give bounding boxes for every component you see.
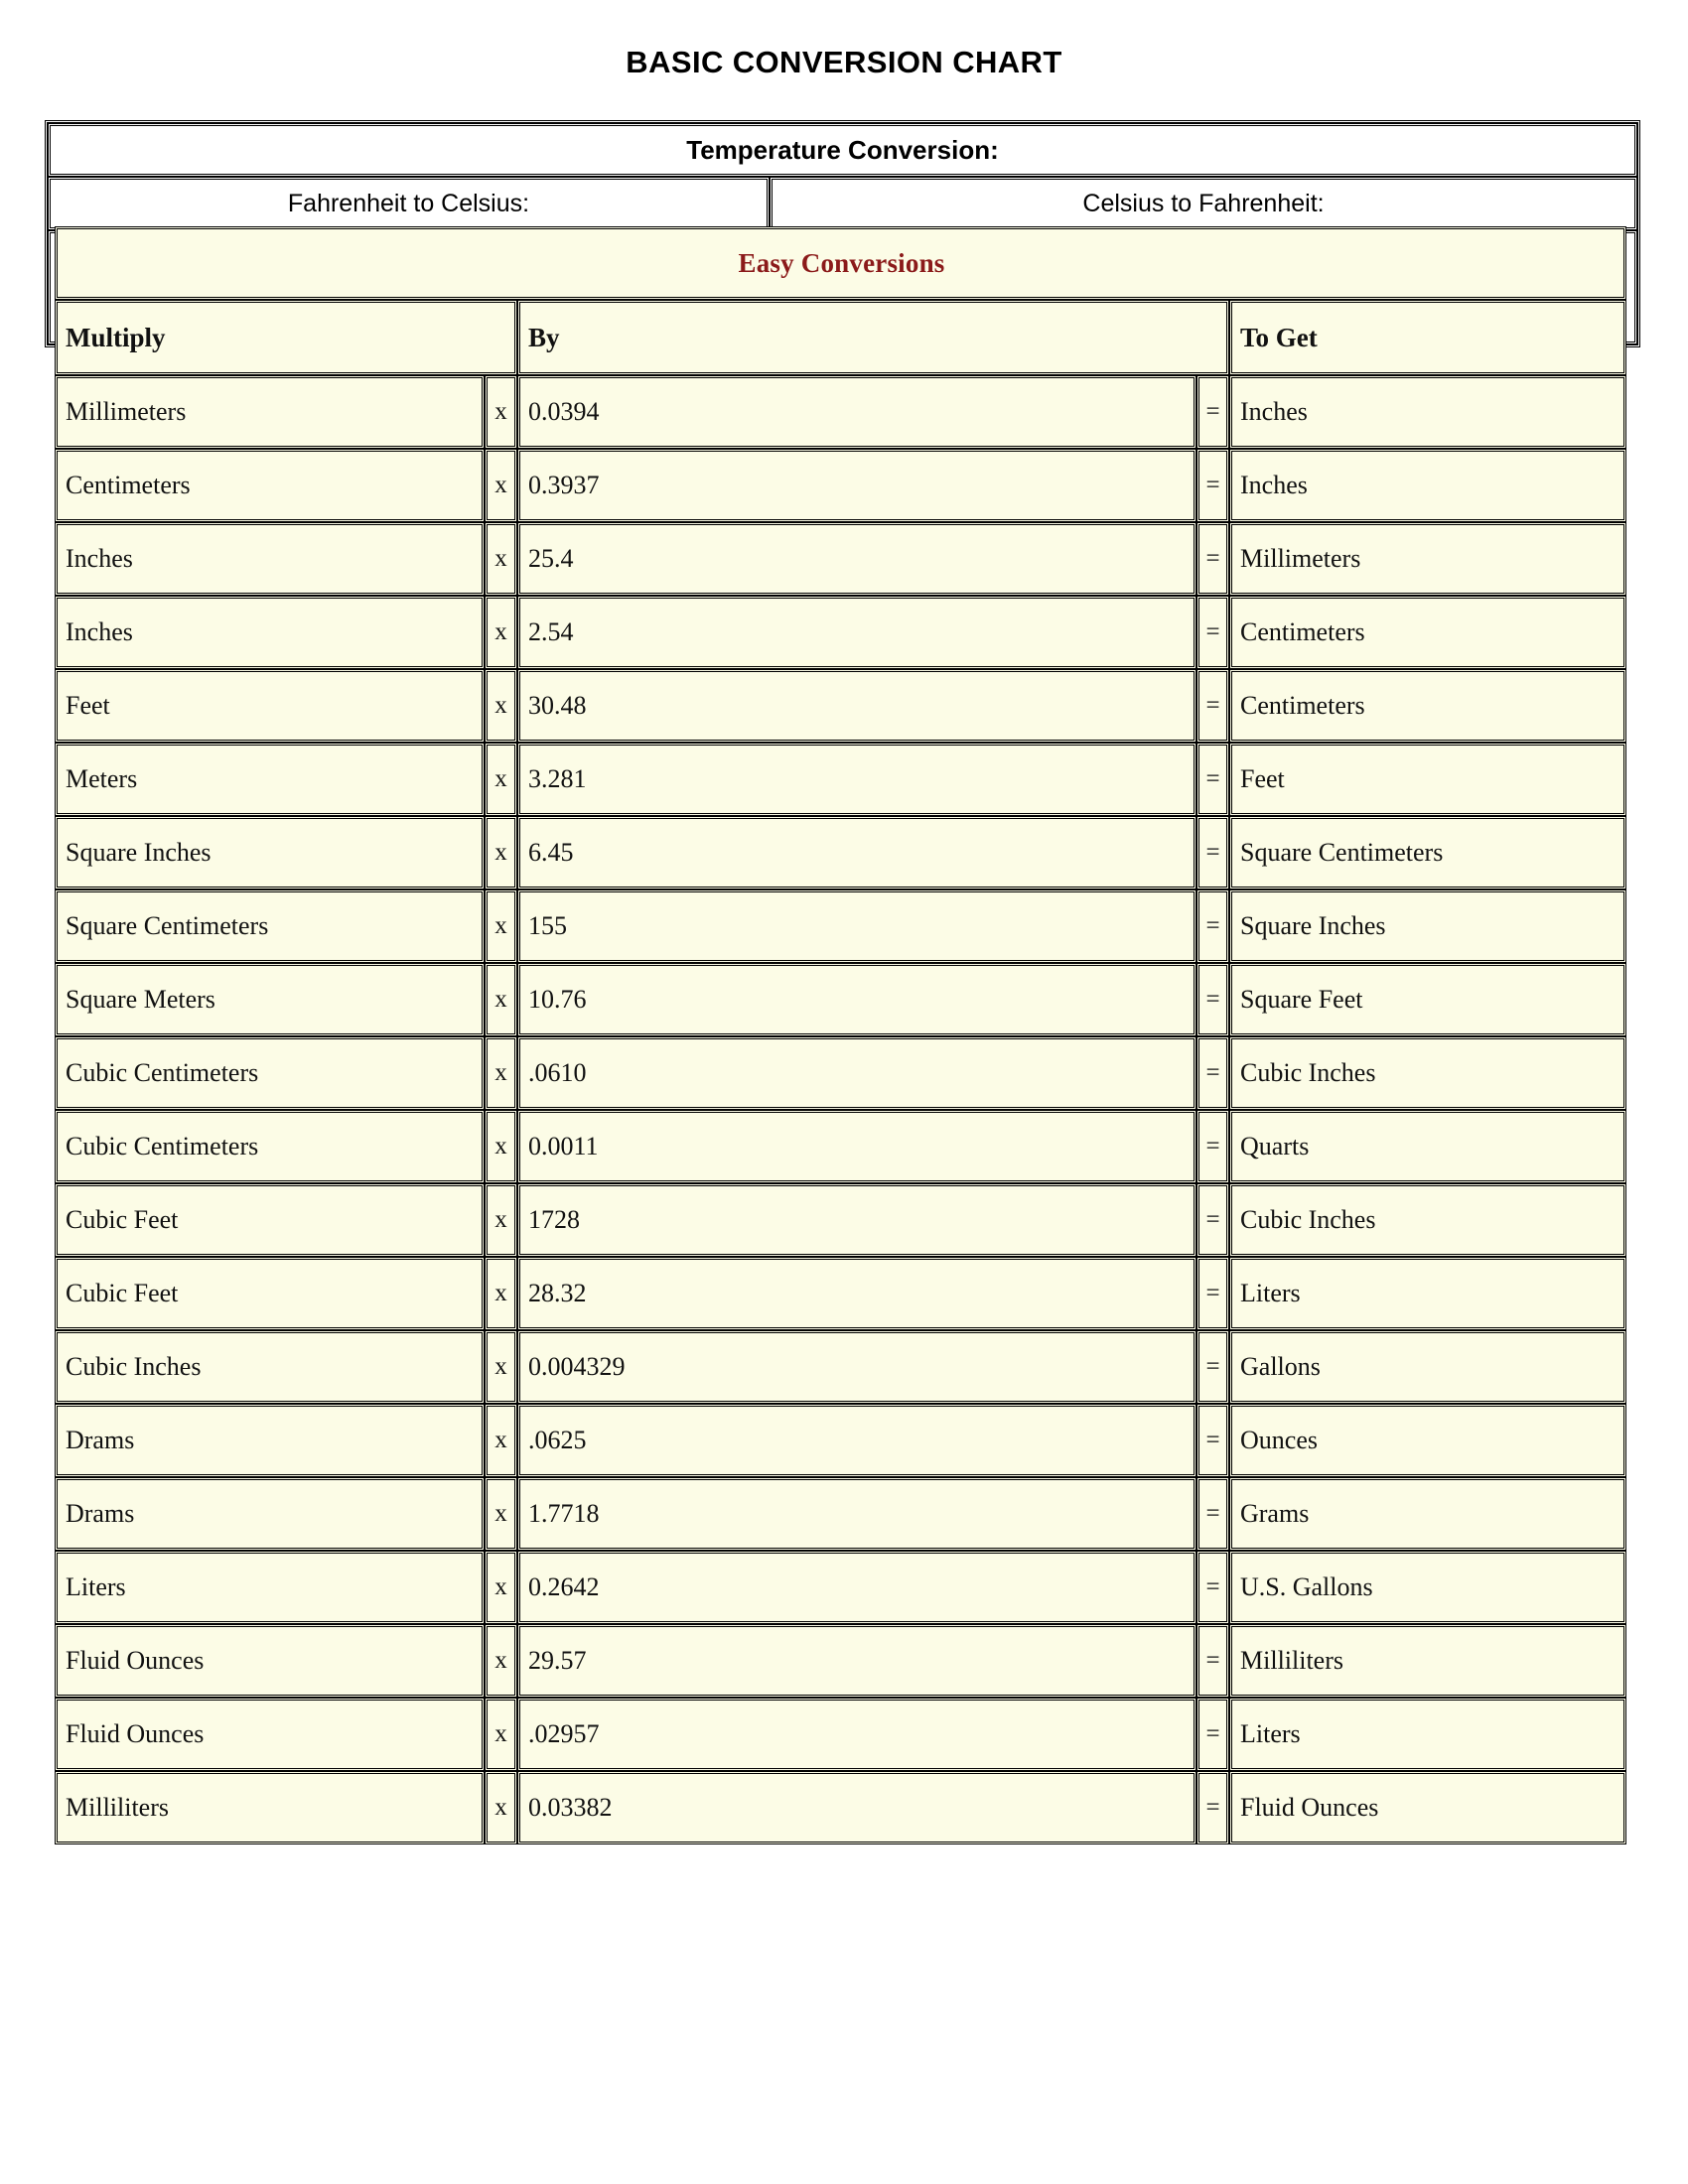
conversion-factor: 1728 (517, 1183, 1196, 1257)
multiply-operator-icon: x (485, 522, 517, 596)
multiply-operator-icon: x (485, 743, 517, 816)
conversion-row (55, 1551, 1626, 1624)
equals-operator-icon: = (1196, 1477, 1229, 1551)
equals-operator-icon: = (1196, 1551, 1229, 1624)
equals-operator-icon: = (1196, 816, 1229, 889)
conversion-from-unit: Feet (55, 669, 485, 743)
conversion-to-unit: Square Feet (1229, 963, 1626, 1036)
conversion-factor: 0.0011 (517, 1110, 1196, 1183)
multiply-operator-icon: x (485, 1698, 517, 1771)
conversion-from-unit: Square Centimeters (55, 889, 485, 963)
conversion-row (55, 1330, 1626, 1404)
equals-operator-icon: = (1196, 1771, 1229, 1844)
fahrenheit-to-celsius-label: Fahrenheit to Celsius: (48, 177, 770, 230)
conversion-factor: 29.57 (517, 1624, 1196, 1698)
conversion-to-unit: Milliliters (1229, 1624, 1626, 1698)
conversion-from-unit: Cubic Feet (55, 1183, 485, 1257)
equals-operator-icon: = (1196, 1404, 1229, 1477)
conversion-row (55, 522, 1626, 596)
conversion-row (55, 1404, 1626, 1477)
conversion-row (55, 1698, 1626, 1771)
conversion-row (55, 449, 1626, 522)
conversion-to-unit: Quarts (1229, 1110, 1626, 1183)
conversion-from-unit: Cubic Centimeters (55, 1110, 485, 1183)
multiply-operator-icon: x (485, 1624, 517, 1698)
conversion-row (55, 889, 1626, 963)
column-header-by: By (517, 300, 1229, 375)
conversion-factor: .02957 (517, 1698, 1196, 1771)
conversion-from-unit: Inches (55, 596, 485, 669)
column-header-multiply: Multiply (55, 300, 517, 375)
conversion-from-unit: Drams (55, 1404, 485, 1477)
conversion-to-unit: Square Inches (1229, 889, 1626, 963)
conversion-factor: 0.3937 (517, 449, 1196, 522)
equals-operator-icon: = (1196, 1330, 1229, 1404)
equals-operator-icon: = (1196, 522, 1229, 596)
conversion-factor: 10.76 (517, 963, 1196, 1036)
conversion-from-unit: Milliliters (55, 1771, 485, 1844)
conversion-factor: 0.004329 (517, 1330, 1196, 1404)
conversion-row (55, 1183, 1626, 1257)
conversion-row (55, 1477, 1626, 1551)
conversion-row (55, 1624, 1626, 1698)
conversion-factor: .0625 (517, 1404, 1196, 1477)
equals-operator-icon: = (1196, 1036, 1229, 1110)
conversion-to-unit: U.S. Gallons (1229, 1551, 1626, 1624)
temperature-header: Temperature Conversion: (48, 123, 1637, 177)
conversion-factor: 6.45 (517, 816, 1196, 889)
conversion-factor: 25.4 (517, 522, 1196, 596)
conversion-from-unit: Fluid Ounces (55, 1698, 485, 1771)
conversion-factor: 0.03382 (517, 1771, 1196, 1844)
conversion-to-unit: Liters (1229, 1257, 1626, 1330)
conversion-from-unit: Inches (55, 522, 485, 596)
multiply-operator-icon: x (485, 1330, 517, 1404)
conversion-to-unit: Centimeters (1229, 596, 1626, 669)
conversion-row (55, 1257, 1626, 1330)
conversion-factor: 3.281 (517, 743, 1196, 816)
conversion-from-unit: Fluid Ounces (55, 1624, 485, 1698)
conversion-row (55, 596, 1626, 669)
conversion-row (55, 1036, 1626, 1110)
multiply-operator-icon: x (485, 669, 517, 743)
column-header-to-get: To Get (1229, 300, 1626, 375)
conversion-to-unit: Cubic Inches (1229, 1183, 1626, 1257)
conversion-factor: 30.48 (517, 669, 1196, 743)
equals-operator-icon: = (1196, 743, 1229, 816)
temperature-header-row (48, 123, 1637, 177)
easy-conversions-banner-row (55, 226, 1626, 300)
multiply-operator-icon: x (485, 375, 517, 449)
conversion-factor: 1.7718 (517, 1477, 1196, 1551)
conversion-from-unit: Square Inches (55, 816, 485, 889)
conversion-from-unit: Cubic Inches (55, 1330, 485, 1404)
conversion-from-unit: Millimeters (55, 375, 485, 449)
conversion-row (55, 816, 1626, 889)
page-title: BASIC CONVERSION CHART (626, 45, 1062, 79)
multiply-operator-icon: x (485, 1110, 517, 1183)
equals-operator-icon: = (1196, 889, 1229, 963)
conversion-to-unit: Liters (1229, 1698, 1626, 1771)
multiply-operator-icon: x (485, 1404, 517, 1477)
multiply-operator-icon: x (485, 449, 517, 522)
equals-operator-icon: = (1196, 1698, 1229, 1771)
easy-conversions-banner: Easy Conversions (55, 226, 1626, 300)
conversion-row (55, 669, 1626, 743)
conversion-to-unit: Centimeters (1229, 669, 1626, 743)
conversion-from-unit: Square Meters (55, 963, 485, 1036)
conversion-to-unit: Millimeters (1229, 522, 1626, 596)
conversion-to-unit: Feet (1229, 743, 1626, 816)
equals-operator-icon: = (1196, 963, 1229, 1036)
conversion-factor: 0.2642 (517, 1551, 1196, 1624)
conversion-from-unit: Cubic Feet (55, 1257, 485, 1330)
conversion-factor: 28.32 (517, 1257, 1196, 1330)
multiply-operator-icon: x (485, 889, 517, 963)
conversion-row (55, 743, 1626, 816)
conversion-to-unit: Gallons (1229, 1330, 1626, 1404)
conversion-from-unit: Cubic Centimeters (55, 1036, 485, 1110)
conversion-row (55, 963, 1626, 1036)
equals-operator-icon: = (1196, 375, 1229, 449)
conversion-row (55, 1110, 1626, 1183)
conversion-to-unit: Grams (1229, 1477, 1626, 1551)
multiply-operator-icon: x (485, 816, 517, 889)
conversion-factor: .0610 (517, 1036, 1196, 1110)
conversion-to-unit: Inches (1229, 375, 1626, 449)
easy-conversions-header-row (55, 300, 1626, 375)
conversion-factor: 155 (517, 889, 1196, 963)
conversion-to-unit: Inches (1229, 449, 1626, 522)
conversion-row (55, 1771, 1626, 1844)
multiply-operator-icon: x (485, 963, 517, 1036)
conversion-to-unit: Square Centimeters (1229, 816, 1626, 889)
equals-operator-icon: = (1196, 669, 1229, 743)
equals-operator-icon: = (1196, 449, 1229, 522)
conversion-from-unit: Drams (55, 1477, 485, 1551)
equals-operator-icon: = (1196, 1110, 1229, 1183)
multiply-operator-icon: x (485, 1551, 517, 1624)
conversion-to-unit: Cubic Inches (1229, 1036, 1626, 1110)
equals-operator-icon: = (1196, 1624, 1229, 1698)
multiply-operator-icon: x (485, 1257, 517, 1330)
conversion-from-unit: Liters (55, 1551, 485, 1624)
equals-operator-icon: = (1196, 1257, 1229, 1330)
conversion-row (55, 375, 1626, 449)
easy-conversions-table (55, 226, 1626, 1844)
conversion-factor: 2.54 (517, 596, 1196, 669)
multiply-operator-icon: x (485, 1477, 517, 1551)
conversion-factor: 0.0394 (517, 375, 1196, 449)
temperature-subheader-row (48, 177, 1637, 230)
celsius-to-fahrenheit-label: Celsius to Fahrenheit: (770, 177, 1637, 230)
conversion-to-unit: Ounces (1229, 1404, 1626, 1477)
equals-operator-icon: = (1196, 1183, 1229, 1257)
multiply-operator-icon: x (485, 1183, 517, 1257)
multiply-operator-icon: x (485, 596, 517, 669)
conversion-from-unit: Centimeters (55, 449, 485, 522)
conversion-from-unit: Meters (55, 743, 485, 816)
multiply-operator-icon: x (485, 1036, 517, 1110)
conversion-to-unit: Fluid Ounces (1229, 1771, 1626, 1844)
equals-operator-icon: = (1196, 596, 1229, 669)
multiply-operator-icon: x (485, 1771, 517, 1844)
